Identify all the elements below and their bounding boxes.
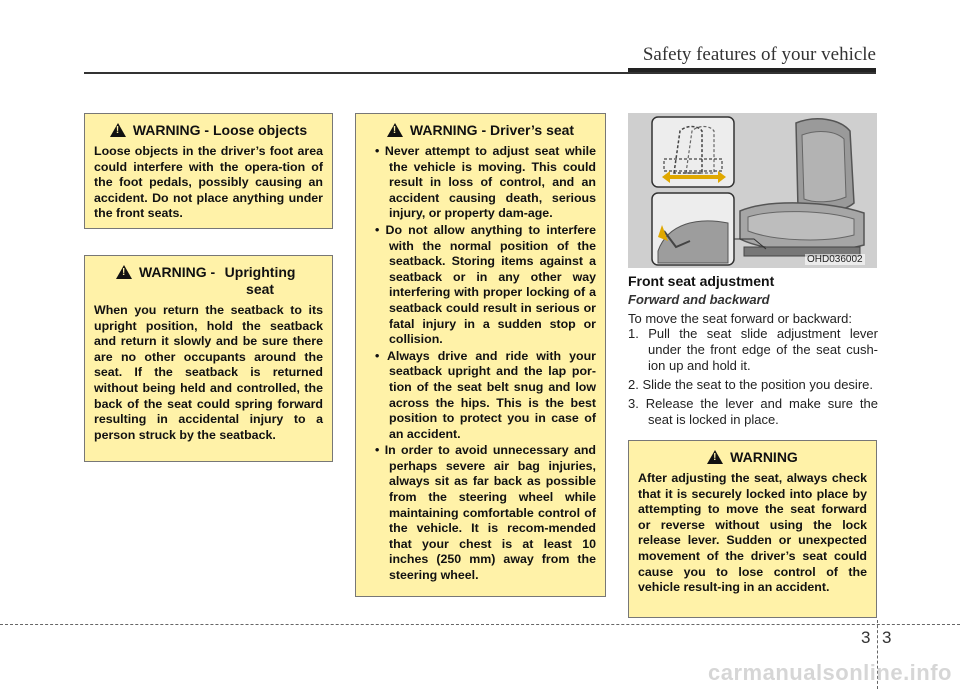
warning-uprighting-seat <box>84 255 333 462</box>
step-item: 2. Slide the seat to the position you desire. <box>628 377 873 392</box>
warning-triangle-icon <box>110 123 126 137</box>
warning-list <box>365 144 596 584</box>
section-title: Front seat adjustment <box>628 273 775 289</box>
step-item: 1. Pull the seat slide adjustment lever under the front edge of the seat cush-ion up and hold it. <box>628 326 878 373</box>
seat-adjustment-figure <box>628 113 877 268</box>
warning-title <box>365 122 596 139</box>
warning-title <box>638 449 867 466</box>
seat-illustration <box>628 113 877 268</box>
footer-rule <box>0 624 960 625</box>
header-title: Safety features of your vehicle <box>642 44 876 65</box>
warning-subject: Loose objects <box>212 122 308 138</box>
section-subtitle: Forward and backward <box>628 292 770 307</box>
watermark: carmanualsonline.info <box>708 660 952 685</box>
page-number: 3 <box>882 628 892 647</box>
warning-dash: - <box>206 264 220 280</box>
warning-loose-objects <box>84 113 333 229</box>
warning-dash: - <box>477 122 491 138</box>
warning-drivers-seat <box>355 113 606 597</box>
warning-seat-locked <box>628 440 877 618</box>
warning-subject: Driver’s seat <box>490 122 575 138</box>
warning-list-item: • Always drive and ride with your seatback upright and the lap por-tion of the seat belt snug and low across the hips. This is the best position to protect you in case of an accident. <box>375 348 596 441</box>
step-item: 3. Release the lever and make sure the seat is locked in place. <box>628 396 878 427</box>
warning-list-item: • Do not allow anything to interfere with the normal position of the seatback. Storing items against a seatback or in any other way interfering with proper locking of a seatback could result in serious or fatal injury in a sudden stop or collision. <box>375 222 596 347</box>
steps-list <box>628 326 878 431</box>
section-intro: To move the seat forward or backward: <box>628 311 852 326</box>
warning-label: WARNING <box>409 122 478 138</box>
warning-label: WARNING <box>132 122 201 138</box>
figure-code: OHD036002 <box>807 254 863 265</box>
warning-triangle-icon <box>116 265 132 279</box>
warning-list-item: • Never attempt to adjust seat while the vehicle is moving. This could result in loss of control, and an accident causing death, serious injury, or property dam-age. <box>375 144 596 221</box>
warning-triangle-icon <box>387 123 403 137</box>
warning-subject: Uprighting seat <box>224 264 296 297</box>
warning-label: WARNING <box>138 264 207 280</box>
warning-dash: - <box>200 122 213 138</box>
warning-title <box>94 122 323 139</box>
warning-body: Loose objects in the driver’s foot area could interfere with the opera-tion of the foot pedals, possibly causing an accident. Do not place anything under the front seats. <box>94 144 323 221</box>
warning-list-item: • In order to avoid unnecessary and perhaps severe air bag injuries, always sit as far back as possible from the steering wheel while maintaining comfortable control of the vehicle. It is recom-mended that your chest is at least 10 inches (250 mm) away from the steering wheel. <box>375 443 596 583</box>
chapter-number: 3 <box>861 628 871 647</box>
warning-body: After adjusting the seat, always check that it is securely locked into place by attempting to move the seat forward or reverse without using the lock release lever. Sudden or unexpected movement of the driver’s seat could cause you to lose control of the vehicle result-ing in an accident. <box>638 471 867 595</box>
warning-triangle-icon <box>707 450 723 464</box>
warning-title <box>94 264 323 298</box>
warning-body: When you return the seatback to its upright position, hold the seatback and return it slowly and be sure there are no other occupants around the seat. If the seatback is returned without being held and controlled, the back of the seat could spring forward resulting in accidental injury to a person struck by the seatback. <box>94 303 323 442</box>
header-rule <box>84 72 876 74</box>
warning-label: WARNING <box>730 449 798 465</box>
